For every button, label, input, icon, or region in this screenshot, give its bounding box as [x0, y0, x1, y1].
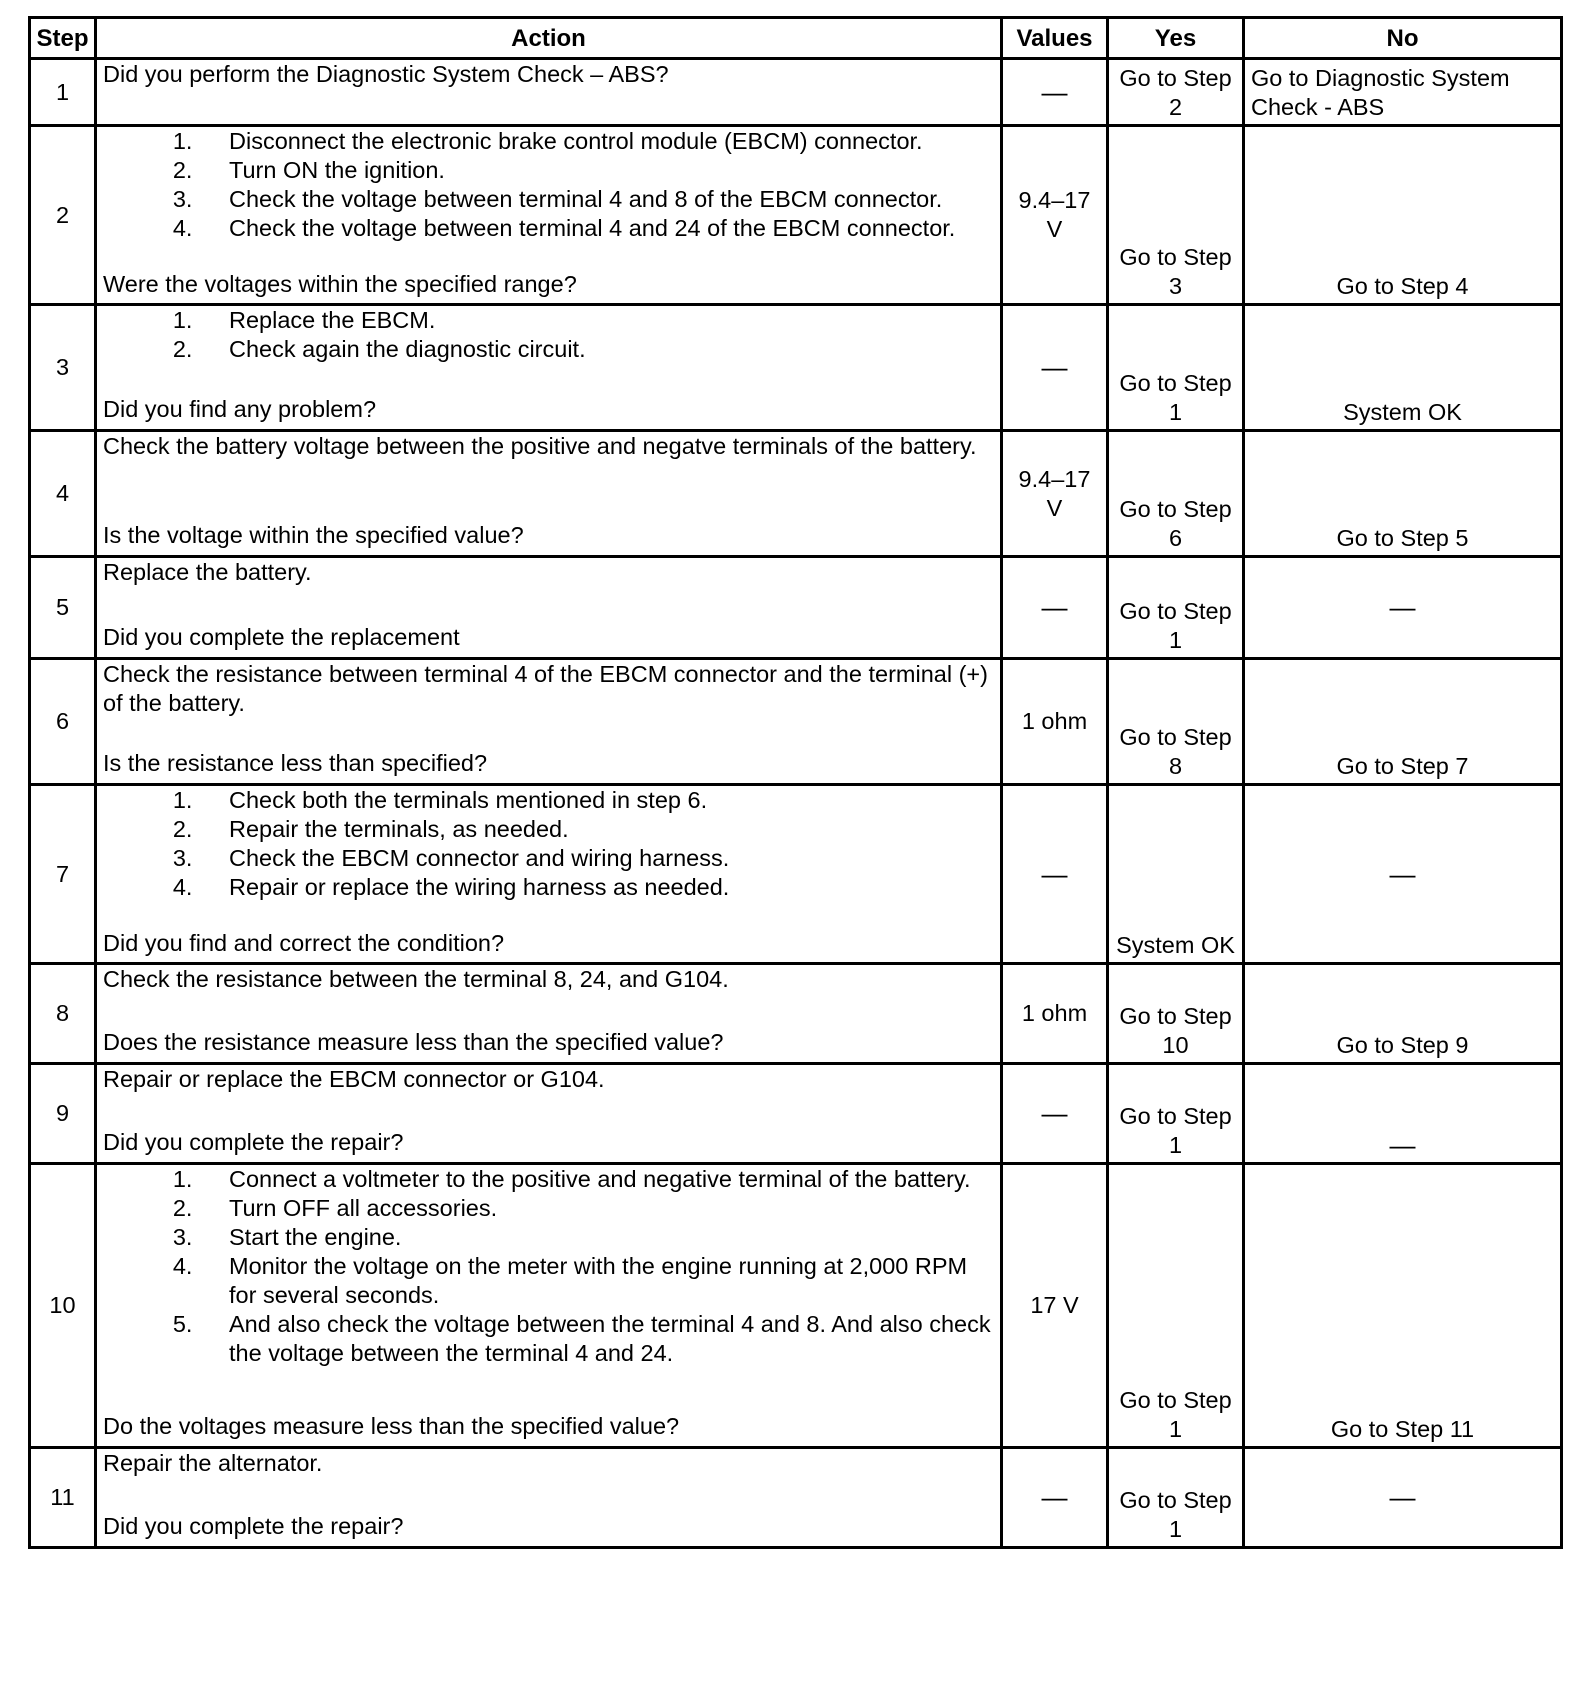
action-question: Did you complete the repair?: [103, 1513, 404, 1539]
list-item: 4. Repair or replace the wiring harness as needed.: [199, 873, 994, 902]
action-list: [103, 306, 994, 364]
step-number: 11: [30, 1448, 96, 1548]
value-cell: 17 V: [1002, 1164, 1108, 1448]
yes-cell: System OK: [1108, 785, 1244, 964]
action-cell: [96, 59, 1002, 126]
list-item: 2. Turn ON the ignition.: [199, 156, 994, 185]
table-row-step-1: [30, 59, 1562, 126]
value-cell: 9.4–17 V: [1002, 126, 1108, 305]
action-list: [103, 127, 994, 243]
action-text: Replace the battery.: [103, 559, 312, 585]
action-cell: [96, 785, 1002, 964]
action-question: Did you find any problem?: [103, 396, 377, 422]
action-question: Is the resistance less than specified?: [103, 750, 488, 776]
action-list: [103, 786, 994, 902]
step-number: 9: [30, 1064, 96, 1164]
action-cell: [96, 305, 1002, 431]
diagnostic-table: [28, 16, 1563, 1549]
list-item: 1. Check both the terminals mentioned in step 6.: [199, 786, 994, 815]
table-row-step-6: [30, 659, 1562, 785]
step-number: 3: [30, 305, 96, 431]
step-number: 2: [30, 126, 96, 305]
action-question: Does the resistance measure less than the specified value?: [103, 1029, 724, 1055]
list-item: 5. And also check the voltage between the terminal 4 and 8. And also check the voltage between the terminal 4 and 24.: [199, 1310, 994, 1368]
value-cell: —: [1002, 1448, 1108, 1548]
list-item: 3. Start the engine.: [199, 1223, 994, 1252]
list-item: 3. Check the EBCM connector and wiring harness.: [199, 844, 994, 873]
header-no: No: [1244, 18, 1562, 59]
value-cell: —: [1002, 557, 1108, 659]
step-number: 1: [30, 59, 96, 126]
list-item: 4. Monitor the voltage on the meter with the engine running at 2,000 RPM for several seconds.: [199, 1252, 994, 1310]
action-text: Check the battery voltage between the positive and negatve terminals of the battery.: [103, 433, 977, 459]
list-item: 1. Disconnect the electronic brake control module (EBCM) connector.: [199, 127, 994, 156]
yes-cell: Go to Step 10: [1108, 964, 1244, 1064]
list-item: 1. Replace the EBCM.: [199, 306, 994, 335]
no-cell: —: [1244, 785, 1562, 964]
table-row-step-10: [30, 1164, 1562, 1448]
action-cell: [96, 964, 1002, 1064]
yes-cell: Go to Step 1: [1108, 557, 1244, 659]
table-row-step-7: [30, 785, 1562, 964]
table-row-step-2: [30, 126, 1562, 305]
action-cell: [96, 659, 1002, 785]
action-cell: [96, 1164, 1002, 1448]
yes-cell: Go to Step 1: [1108, 1448, 1244, 1548]
no-cell: Go to Step 9: [1244, 964, 1562, 1064]
table-row-step-9: [30, 1064, 1562, 1164]
table-row-step-4: [30, 431, 1562, 557]
table-row-step-8: [30, 964, 1562, 1064]
step-number: 7: [30, 785, 96, 964]
action-question: Did you complete the repair?: [103, 1129, 404, 1155]
header-values: Values: [1002, 18, 1108, 59]
action-question: Were the voltages within the specified range?: [103, 271, 577, 297]
value-cell: —: [1002, 305, 1108, 431]
table-row-step-11: [30, 1448, 1562, 1548]
no-cell: Go to Step 5: [1244, 431, 1562, 557]
list-item: 2. Turn OFF all accessories.: [199, 1194, 994, 1223]
header-row: [30, 18, 1562, 59]
value-cell: —: [1002, 1064, 1108, 1164]
table-row-step-5: [30, 557, 1562, 659]
no-cell: —: [1244, 557, 1562, 659]
action-question: Is the voltage within the specified value?: [103, 522, 524, 548]
list-item: 2. Check again the diagnostic circuit.: [199, 335, 994, 364]
step-number: 8: [30, 964, 96, 1064]
yes-cell: Go to Step 3: [1108, 126, 1244, 305]
step-number: 5: [30, 557, 96, 659]
yes-cell: Go to Step 2: [1108, 59, 1244, 126]
action-cell: [96, 1064, 1002, 1164]
yes-cell: Go to Step 1: [1108, 1064, 1244, 1164]
action-text: Check the resistance between terminal 4 of the EBCM connector and the terminal (+) of the battery.: [103, 661, 988, 716]
no-cell: System OK: [1244, 305, 1562, 431]
list-item: 3. Check the voltage between terminal 4 and 8 of the EBCM connector.: [199, 185, 994, 214]
value-cell: 1 ohm: [1002, 964, 1108, 1064]
no-cell: —: [1244, 1448, 1562, 1548]
no-cell: —: [1244, 1064, 1562, 1164]
action-text: Did you perform the Diagnostic System Check – ABS?: [103, 61, 669, 87]
action-cell: [96, 126, 1002, 305]
action-question: Do the voltages measure less than the specified value?: [103, 1413, 680, 1439]
step-number: 4: [30, 431, 96, 557]
action-cell: [96, 1448, 1002, 1548]
action-list: [103, 1165, 994, 1368]
no-cell: Go to Step 11: [1244, 1164, 1562, 1448]
list-item: 1. Connect a voltmeter to the positive and negative terminal of the battery.: [199, 1165, 994, 1194]
value-cell: 1 ohm: [1002, 659, 1108, 785]
no-cell: Go to Step 4: [1244, 126, 1562, 305]
action-text: Check the resistance between the terminal 8, 24, and G104.: [103, 966, 729, 992]
yes-cell: Go to Step 1: [1108, 305, 1244, 431]
value-cell: —: [1002, 59, 1108, 126]
header-yes: Yes: [1108, 18, 1244, 59]
action-cell: [96, 557, 1002, 659]
value-cell: 9.4–17 V: [1002, 431, 1108, 557]
yes-cell: Go to Step 8: [1108, 659, 1244, 785]
action-question: Did you find and correct the condition?: [103, 930, 505, 956]
list-item: 4. Check the voltage between terminal 4 and 24 of the EBCM connector.: [199, 214, 994, 243]
no-cell: Go to Diagnostic System Check - ABS: [1244, 59, 1562, 126]
action-question: Did you complete the replacement: [103, 624, 460, 650]
yes-cell: Go to Step 1: [1108, 1164, 1244, 1448]
value-cell: —: [1002, 785, 1108, 964]
action-cell: [96, 431, 1002, 557]
header-action: Action: [96, 18, 1002, 59]
header-step: Step: [30, 18, 96, 59]
yes-cell: Go to Step 6: [1108, 431, 1244, 557]
step-number: 6: [30, 659, 96, 785]
no-cell: Go to Step 7: [1244, 659, 1562, 785]
action-text: Repair the alternator.: [103, 1450, 323, 1476]
step-number: 10: [30, 1164, 96, 1448]
table-row-step-3: [30, 305, 1562, 431]
list-item: 2. Repair the terminals, as needed.: [199, 815, 994, 844]
action-text: Repair or replace the EBCM connector or G104.: [103, 1066, 605, 1092]
